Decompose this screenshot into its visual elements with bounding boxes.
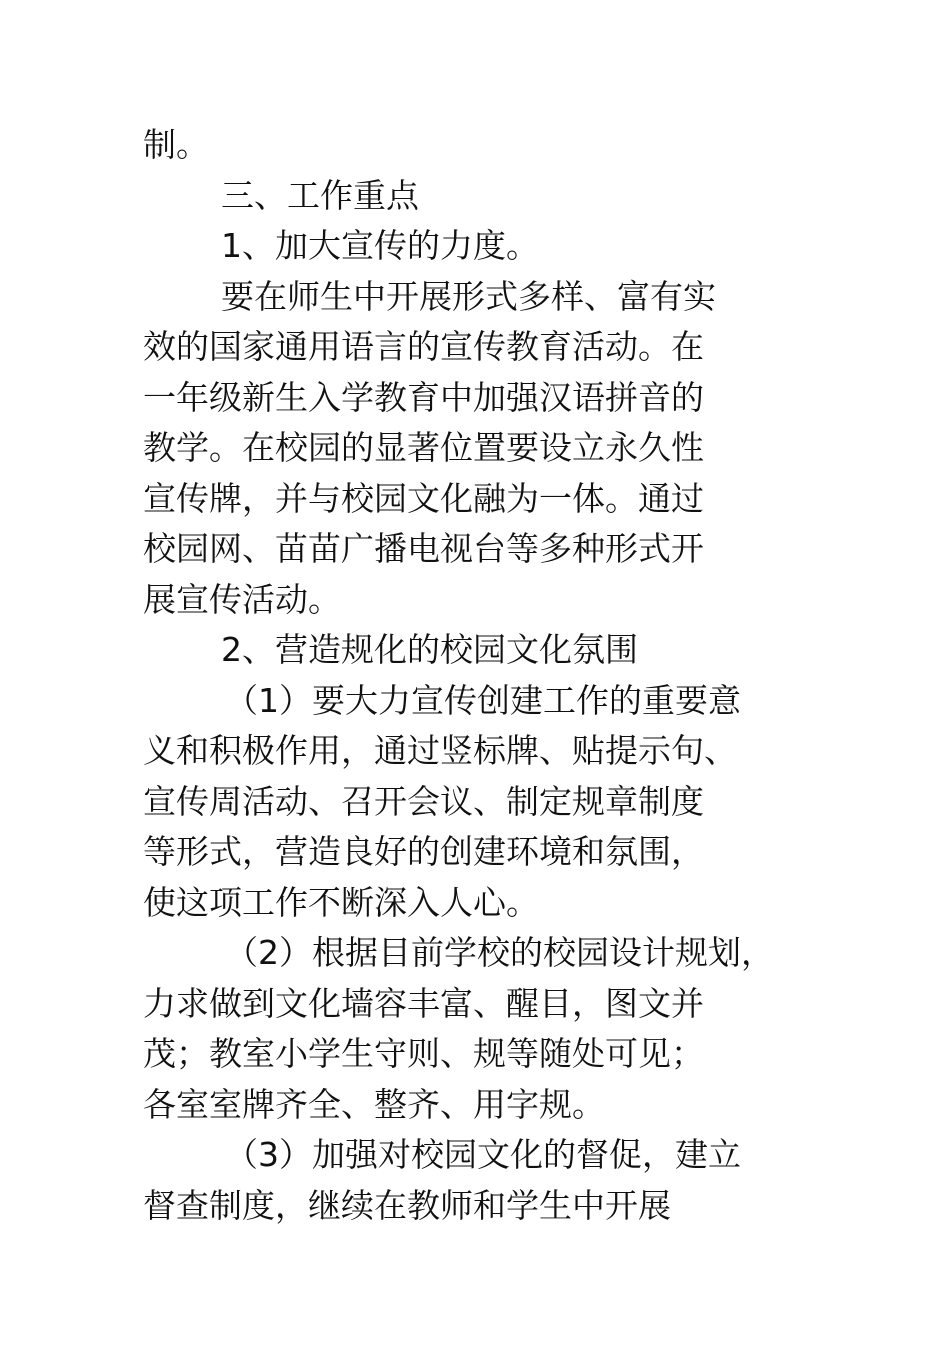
text-line: 教学。在校园的显著位置要设立永久性 [143,428,704,467]
text-line: 宣传周活动、召开会议、制定规章制度 [143,781,704,821]
text-line: 展宣传活动。 [143,579,341,619]
text-line: 督查制度，继续在教师和学生中开展 [143,1185,671,1225]
text-line: 等形式，营造良好的创建环境和氛围， [143,832,704,871]
subsection-heading: 1、加大宣传的力度。 [221,226,539,265]
text-line: 力求做到文化墙容丰富、醒目，图文并 [143,983,704,1023]
subsection-heading: 2、营造规化的校园文化氛围 [221,630,638,669]
text-line: 要在师生中开展形式多样、富有实 [221,276,716,316]
text-line: （1）要大力宣传创建工作的重要意 [225,680,741,720]
text-line: 义和积极作用，通过竖标牌、贴提示句、 [143,731,737,770]
text-line: 效的国家通用语言的宣传教育活动。在 [143,327,704,366]
text-line: （2）根据目前学校的校园设计规划， [225,933,774,972]
text-line: 茂；教室小学生守则、规等随处可见； [143,1034,704,1073]
text-line: 校园网、苗苗广播电视台等多种形式开 [143,529,704,568]
section-heading: 三、工作重点 [221,175,419,215]
document-body [143,120,803,1231]
text-line: 一年级新生入学教育中加强汉语拼音的 [143,377,704,417]
text-line: （3）加强对校园文化的督促，建立 [225,1135,741,1174]
text-line: 使这项工作不断深入人心。 [143,882,539,922]
text-line: 制。 [143,125,209,164]
text-line: 各室室牌齐全、整齐、用字规。 [143,1084,605,1124]
text-line: 宣传牌，并与校园文化融为一体。通过 [143,478,704,518]
